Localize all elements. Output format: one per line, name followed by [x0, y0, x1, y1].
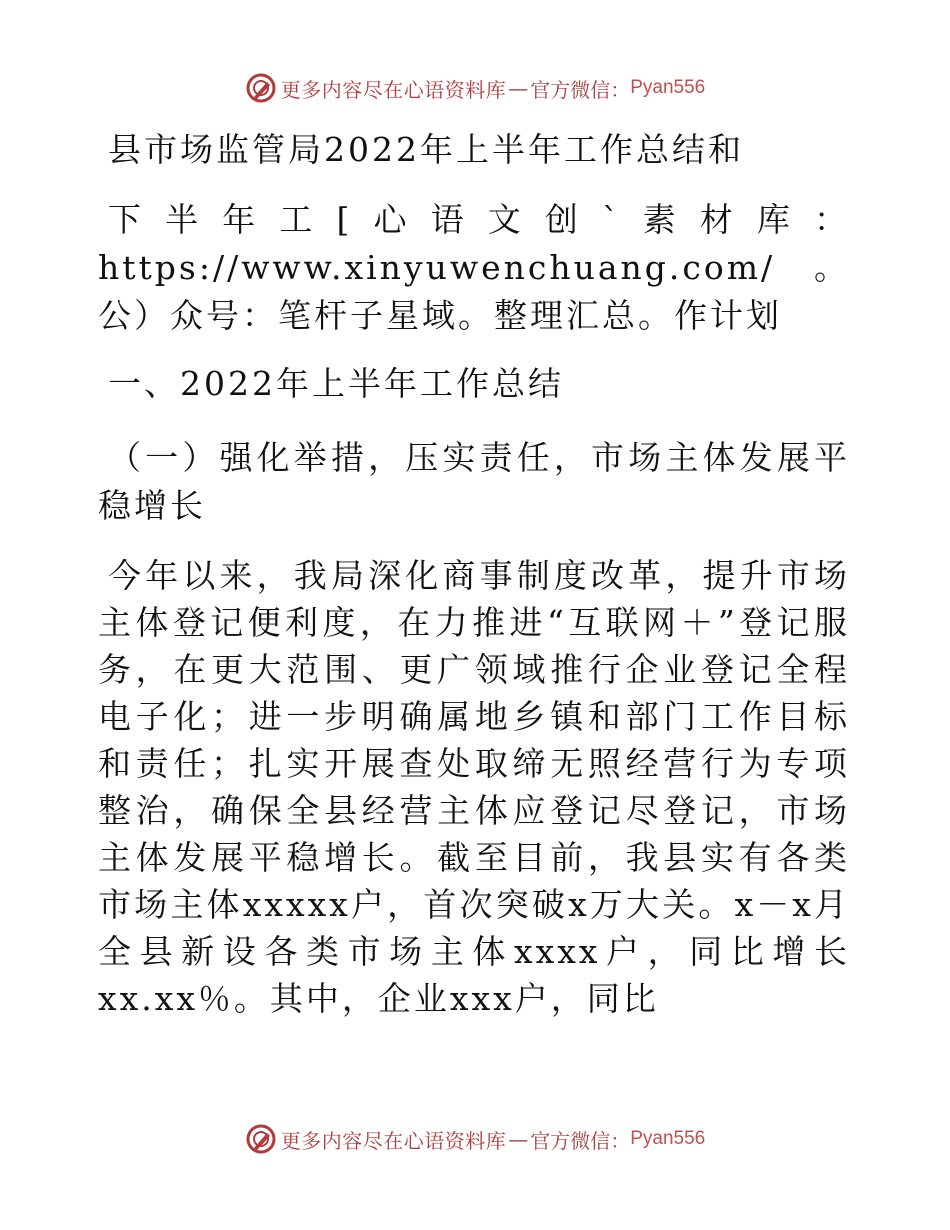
watermark-wechat-id: Pyan556 [630, 1128, 706, 1149]
subsection-heading: （一）强化举措，压实责任，市场主体发展平稳增长 [98, 438, 850, 525]
watermark-dash: — [508, 76, 529, 100]
document-title-line1: 县市场监管局2022年上半年工作总结和 [108, 130, 744, 169]
watermark-text: 更多内容尽在心语资料库 [280, 77, 507, 102]
pen-logo-icon [245, 1123, 277, 1155]
watermark-wechat-label: 官方微信： [530, 77, 631, 102]
header-watermark [0, 68, 950, 108]
watermark-wechat-label: 官方微信： [530, 1128, 631, 1153]
section-heading: 一、2022年上半年工作总结 [108, 364, 564, 403]
pen-logo-icon [245, 72, 277, 104]
watermark-wechat-id: Pyan556 [630, 77, 706, 98]
document-body [98, 122, 850, 1022]
watermark-dash: — [508, 1127, 529, 1151]
watermark-text: 更多内容尽在心语资料库 [280, 1128, 507, 1153]
body-paragraph: 今年以来，我局深化商事制度改革，提升市场主体登记便利度，在力推进“互联网＋”登记服务，在更大范围、更广领域推行企业登记全程电子化；进一步明确属地乡镇和部门工作目标和责任；扎实开展查处取缔无照经营行为专项整治，确保全县经营主体应登记尽登记，市场主体发展平稳增长。截至目前，我县实有各类市场主体xxxxx户，首次突破x万大关。x－x月全县新设各类市场主体xxxx户，同比增长xx.xx％。其中，企业xxx户，同比 [98, 556, 850, 1018]
document-title-line2: 下半年工[心语文创`素材库：https://www.xinyuwenchuang.com/。公）众号：笔杆子星域。整理汇总。作计划 [98, 200, 850, 335]
footer-watermark [0, 1119, 950, 1159]
